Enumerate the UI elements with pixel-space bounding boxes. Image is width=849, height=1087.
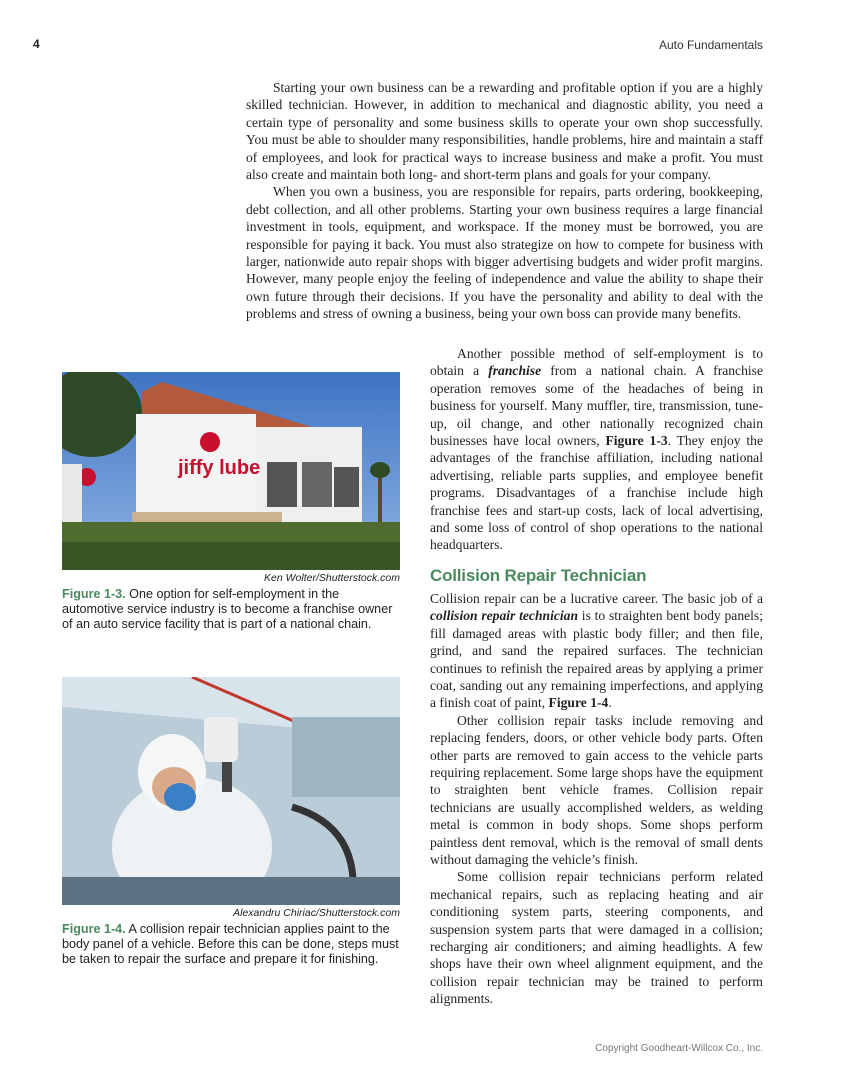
text-run: When you own a business, you are responsible for repairs, parts ordering, bookkeeping, debt collection, and all other problems. Starting your own business requires a large financial investment in tools, equipment, and workspace. If the money must be borrowed, you are responsible for paying it back. You must also strategize on how to compete for business with larger, nationwide auto repair shops with bigger advertising budgets and wider profit margins. However, many people enjoy the feeling of independence and value the ability to shape their own future through their decisions. If you have the personality and ability to deal with the problems and stress of owning a business, being your own boss can provide many benefits. xyxy=(246,184,763,322)
text-run: is to straighten bent body panels; fill damaged areas with plastic body filler; and then file, grind, and sand the repaired surfaces. The technician continues to refinish the repaired areas by applying a primer coat, sanding out any remaining imperfections, and applying a finish coat of paint, xyxy=(430,608,764,711)
text-run: Collision repair can be a lucrative career. The basic job of a xyxy=(430,590,763,606)
paragraph xyxy=(246,79,763,183)
key-term: franchise xyxy=(488,363,542,379)
text-run: Other collision repair tasks include removing and replacing fenders, doors, or other vehicle body parts. Often other parts are removed to gain access to the vehicle parts requiring replacement. Some large shops have the equipment to straighten bent vehicle frames. Collision repair technicians are usually accomplished welders, as welding metal is common in body shops. Some shops perform paintless dent removal, which is the removal of small dents without damaging the vehicle’s finish. xyxy=(430,712,763,867)
right-column xyxy=(430,345,763,1008)
figure-label: Figure 1-3. xyxy=(62,587,126,601)
section-heading: Collision Repair Technician xyxy=(430,565,647,585)
text-run: Starting your own business can be a rewarding and profitable option if you are a highly skilled technician. However, in addition to mechanical and diagnostic ability, you need a certain type of personality and some business skills to operate your own shop successfully. You must be able to shoulder many responsibilities, handle problems, hire and maintain a staff of employees, and look for practical ways to increase business and make a profit. You must also create and maintain both long- and short-term plans and goals for your company. xyxy=(246,80,763,183)
figure-reference: Figure 1-3 xyxy=(605,433,668,449)
caption-text: One option for self-employment in the automotive service industry is to become a franchise owner of an auto service facility that is part of a national chain. xyxy=(62,587,393,631)
copyright-footer: Copyright Goodheart-Willcox Co., Inc. xyxy=(595,1043,763,1054)
figure-1-3-caption xyxy=(62,587,402,632)
figure-reference: Figure 1-4 xyxy=(548,695,609,711)
intro-text xyxy=(246,79,763,323)
running-head: Auto Fundamentals xyxy=(658,38,763,52)
paragraph xyxy=(430,590,763,712)
jiffy-lube-sign: jiffy lube xyxy=(178,457,261,479)
caption-text: A collision repair technician applies paint to the body panel of a vehicle. Before this can be done, steps must be taken to repair the surface and prepare it for finishing. xyxy=(62,922,399,966)
figure-1-3-image xyxy=(62,372,400,570)
figure-label: Figure 1-4. xyxy=(62,922,126,936)
text-run: Some collision repair technicians perform related mechanical repairs, such as replacing heating and air conditioning system parts, steering components, and suspension system parts that were damaged in a collision; recharging air conditioners; and aiming headlights. A few shops have their own wheel alignment equipment, and the collision repair technician may be trained to perform alignments. xyxy=(430,869,763,1007)
text-run: . They enjoy the advantages of the franchise affiliation, including national advertising, reliable parts supplies, and employee benefit programs. Disadvantages of a franchise include high franchise fees and start-up costs, lack of local advertising, and some loss of control of shop operations to the national headquarters. xyxy=(430,433,763,553)
franchise-paragraph xyxy=(430,345,763,554)
figure-1-3-credit: Ken Wolter/Shutterstock.com xyxy=(264,572,400,584)
figure-1-4-caption xyxy=(62,922,402,967)
text-run: Another possible method of self-employment is to obtain a xyxy=(430,346,763,379)
page-number: 4 xyxy=(33,37,40,51)
text-run: from a national chain. A franchise operation removes some of the headaches of being in business for yourself. Many muffler, tire, transmission, tune-up, oil change, and other nationally recognized chain businesses have local owners, xyxy=(430,363,763,449)
figure-1-4-credit: Alexandru Chiriac/Shutterstock.com xyxy=(233,907,400,919)
key-term: collision repair technician xyxy=(430,608,579,624)
paragraph xyxy=(430,868,763,1007)
figure-1-4-image xyxy=(62,677,400,905)
paragraph xyxy=(430,712,763,869)
text-run: . xyxy=(608,695,612,711)
paragraph xyxy=(246,183,763,322)
